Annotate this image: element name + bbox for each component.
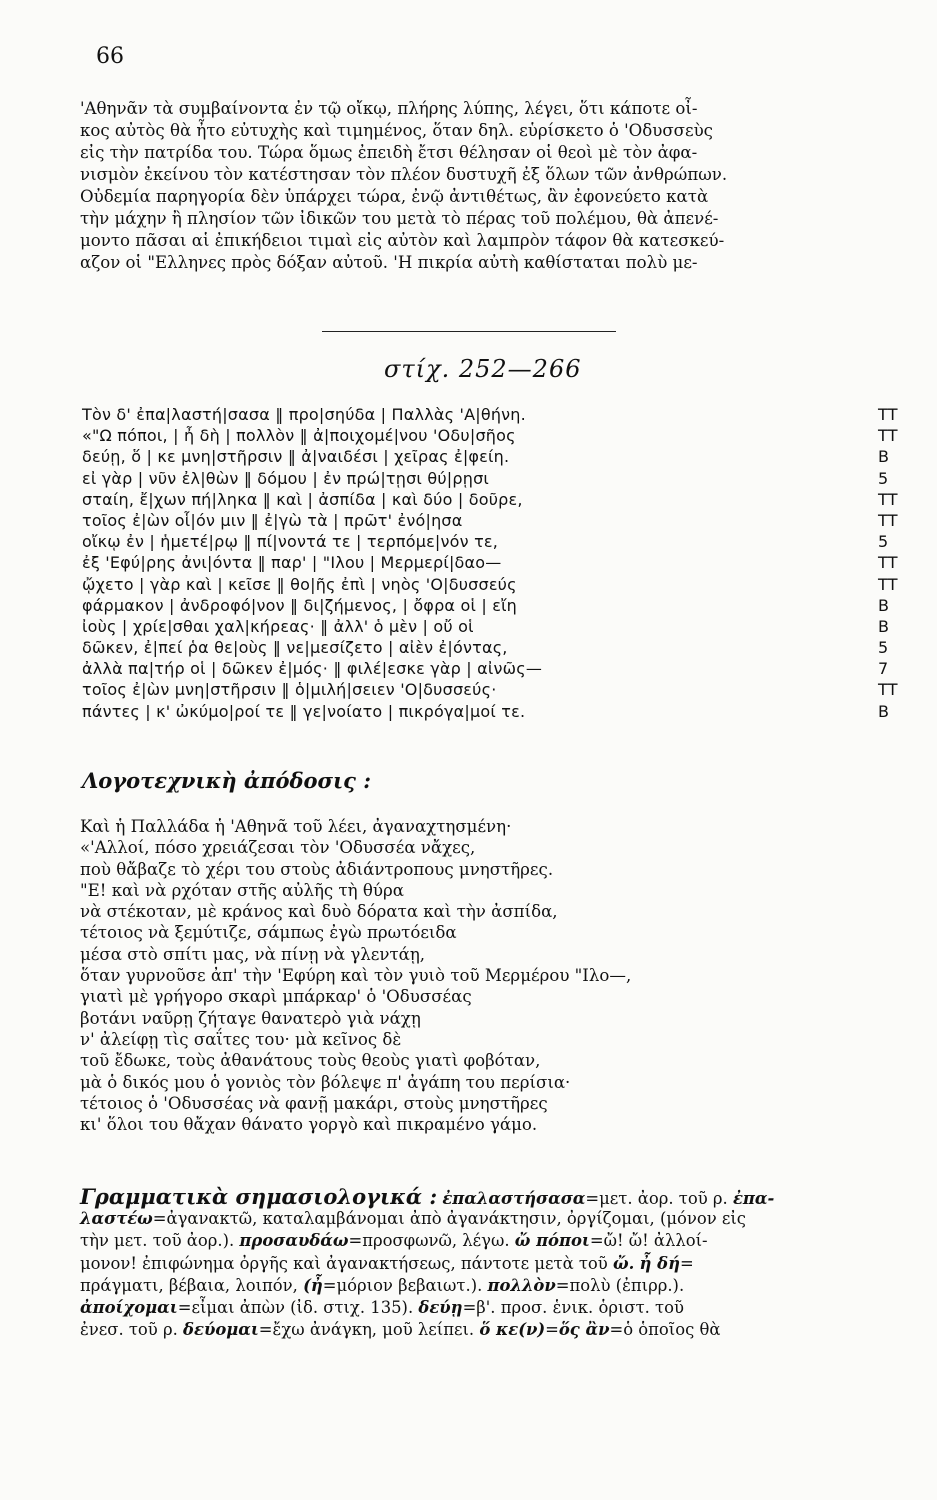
verse-meter: ΤΤ [878, 489, 898, 509]
translation-line: νὰ στέκοταν, μὲ κράνος καὶ δυὸ δόρατα καὶ τὴν ἀσπίδα, [80, 902, 558, 922]
grammar-term: πολλὸν [487, 1275, 556, 1295]
verse-text: τοῖος ἐ|ὼν μνη|στῆρσιν ‖ ὁ|μιλή|σειεν 'Ο|δυσσεύς· [82, 680, 497, 700]
prose-line: αζον οἱ "Ελληνες πρὸς δόξαν αὐτοῦ. 'Η πικρία αὐτὴ καθίσταται πολὺ με- [80, 253, 698, 272]
grammar-text: =μόριον βεβαιωτ.). [322, 1275, 483, 1295]
translation-line: κι' ὅλοι του θἄχαν θάνατο γοργὸ καὶ πικραμένο γάμο. [80, 1115, 538, 1135]
grammar-text: =εἶμαι ἀπὼν (ἰδ. στιχ. 135). [177, 1297, 414, 1317]
grammar-text: ἐνεσ. τοῦ ρ. [80, 1320, 178, 1340]
translation-line: ὅταν γυρνοῦσε ἀπ' τὴν 'Εφύρη καὶ τὸν γυιὸ τοῦ Μερμέρου "Ιλο—, [80, 966, 632, 986]
verse-meter: ΤΤ [878, 405, 898, 424]
grammar-line [80, 1275, 910, 1297]
grammar-text: = [545, 1320, 559, 1340]
section-divider [322, 331, 616, 332]
translation-line: τοῦ ἔδωκε, τοὺς ἀθανάτους τοὺς θεοὺς γιατὶ φοβόταν, [80, 1051, 541, 1071]
grammar-line [80, 1253, 910, 1275]
grammar-term: ὤ. [613, 1253, 635, 1273]
prose-paragraph [80, 98, 906, 274]
page-number: 66 [96, 44, 124, 69]
verse-line [82, 510, 918, 531]
prose-line: μοντο πᾶσαι αἱ ἐπικήδειοι τιμαὶ εἰς αὐτὸν καὶ λαμπρὸν τάφον θὰ κατεσκεύ- [80, 231, 725, 250]
grammar-term: δεύῃ [418, 1297, 463, 1317]
prose-line: κος αὐτὸς θὰ ἦτο εὐτυχὴς καὶ τιμημένος, ὅταν δηλ. εὑρίσκετο ὁ 'Οδυσσεὺς [80, 121, 713, 140]
verse-text: ἀλλὰ πα|τήρ οἱ | δῶκεν ἐ|μός· ‖ φιλέ|εσκε γὰρ | αἰνῶς— [82, 659, 543, 679]
translation-line: τέτοιος νὰ ξεμύτιζε, σάμπως ἐγὼ πρωτόειδα [80, 923, 457, 943]
grammar-term: ὅ κε(ν) [479, 1320, 546, 1340]
verse-line [82, 595, 918, 616]
verse-text: σταίη, ἔ|χων πή|ληκα ‖ καὶ | ἀσπίδα | καὶ δύο | δοῦρε, [82, 489, 523, 509]
verse-line [82, 701, 918, 722]
grammar-line [80, 1319, 910, 1341]
translation-line: ποὺ θἄβαζε τὸ χέρι του στοὺς ἀδιάντροπους μνηστῆρες. [80, 859, 554, 879]
verse-line [82, 425, 918, 446]
translation-line: μέσα στὸ σπίτι μας, νὰ πίνῃ νὰ γλεντάῃ, [80, 944, 426, 964]
grammar-line [80, 1208, 910, 1230]
grammar-text: μονον! ἐπιφώνημα ὀργῆς καὶ ἀγανακτήσεως, πάντοτε μετὰ τοῦ [80, 1253, 608, 1273]
verse-line [82, 404, 918, 425]
prose-line: νισμὸν ἐκείνου τὸν κατέστησαν τὸν πλέον δυστυχῆ ἐξ ὅλων τῶν ἀνθρώπων. [80, 165, 728, 184]
verse-line [82, 679, 918, 700]
grammar-text: =μετ. ἀορ. τοῦ ρ. [585, 1189, 728, 1208]
grammar-line [80, 1186, 910, 1208]
verse-text: ᾤχετο | γὰρ καὶ | κεῖσε ‖ θο|ῆς ἐπὶ | νηὸς 'Ο|δυσσεύς [82, 574, 517, 594]
verse-line [82, 552, 918, 573]
translation-line: ν' ἀλείφῃ τὶς σαΐτες του· μὰ κεῖνος δὲ [80, 1029, 402, 1049]
grammar-text: =πολὺ (ἐπιρρ.). [555, 1275, 685, 1295]
verse-meter: 7 [878, 659, 889, 679]
prose-line: τὴν μάχην ἢ πλησίον τῶν ἰδικῶν του μετὰ τὸ πέρας τοῦ πολέμου, θὰ ἀπενέ- [80, 209, 719, 228]
translation-block [80, 816, 906, 1135]
verse-line [82, 658, 918, 679]
grammar-term: δεύομαι [183, 1320, 259, 1340]
verse-line [82, 489, 918, 510]
prose-line: εἰς τὴν πατρίδα του. Τώρα ὅμως ἐπειδὴ ἔτσι θέλησαν οἱ θεοὶ μὲ τὸν ἀφα- [80, 143, 698, 162]
grammar-text: =προσφωνῶ, λέγω. [348, 1231, 510, 1251]
verse-meter: 5 [878, 638, 889, 658]
grammar-term: ἦ δή [639, 1253, 681, 1273]
verse-meter: ΤΤ [878, 426, 898, 446]
verse-meter: ΤΤ [878, 680, 898, 700]
grammar-term: (ἦ [303, 1275, 323, 1295]
translation-line: Καὶ ἡ Παλλάδα ἡ 'Αθηνᾶ τοῦ λέει, ἀγαναχτησμένη· [80, 817, 512, 836]
verse-text: Τὸν δ' ἐπα|λαστή|σασα ‖ προ|σηύδα | Παλλὰς 'Α|θήνη. [82, 405, 526, 424]
verse-meter: ΤΤ [878, 574, 898, 594]
verse-meter: Β [878, 447, 889, 467]
verse-line [82, 468, 918, 489]
grammar-line [80, 1230, 910, 1252]
grammar-term: προσαυδάω [239, 1231, 349, 1251]
translation-line: "Ε! καὶ νὰ ρχόταν στῆς αὐλῆς τὴ θύρα [80, 880, 404, 900]
verse-text: εἰ γὰρ | νῦν ἐλ|θὼν ‖ δόμου | ἐν πρώ|τῃσι θύ|ρῃσι [82, 468, 490, 488]
grammar-text: =ὤ! ὤ! ἀλλοί- [589, 1231, 708, 1251]
verse-text: πάντες | κ' ὠκύμο|ροί τε ‖ γε|νοίατο | πικρόγα|μοί τε. [82, 701, 526, 721]
verse-meter: ΤΤ [878, 553, 898, 573]
verse-line [82, 531, 918, 552]
verse-text: ἰοὺς | χρίε|σθαι χαλ|κήρεας· ‖ ἀλλ' ὁ μὲν | οὔ οἱ [82, 616, 474, 636]
verse-reference: στίχ. 252—266 [384, 355, 582, 383]
grammar-term: ἐπαλαστήσασα [442, 1189, 586, 1208]
prose-line: 'Αθηνᾶν τὰ συμβαίνοντα ἐν τῷ οἴκῳ, πλήρης λύπης, λέγει, ὅτι κάποτε οἶ- [80, 99, 698, 118]
translation-line: γιατὶ μὲ γρήγορο σκαρὶ μπάρκαρ' ὁ 'Οδυσσέας [80, 987, 472, 1007]
translation-line: «'Αλλοί, πόσο χρειάζεσαι τὸν 'Οδυσσέα νἄχες, [80, 838, 476, 858]
grammar-line [80, 1297, 910, 1319]
verse-text: φάρμακον | ἀνδροφό|νον ‖ δι|ζήμενος, | ὄφρα οἱ | εἴη [82, 595, 518, 615]
verse-line [82, 637, 918, 658]
grammar-term: ὤ πόποι [514, 1231, 590, 1251]
verse-line [82, 616, 918, 637]
verse-line [82, 446, 918, 467]
verse-text: τοῖος ἐ|ὼν οἷ|όν μιν ‖ ἐ|γὼ τὰ | πρῶτ' ἐνό|ησα [82, 510, 463, 530]
grammar-term: ἀποίχομαι [80, 1297, 178, 1317]
verse-meter: 5 [878, 468, 889, 488]
verse-meter: Β [878, 595, 889, 615]
prose-line: Οὐδεμία παρηγορία δὲν ὑπάρχει τώρα, ἐνῷ ἀντιθέτως, ἂν ἐφονεύετο κατὰ [80, 187, 709, 206]
grammar-text: = [680, 1253, 694, 1273]
grammar-heading: Γραμματικὰ σημασιολογικά : [80, 1184, 438, 1209]
verse-text: οἴκῳ ἐν | ἡμετέ|ρῳ ‖ πί|νοντά τε | τερπόμε|νόν τε, [82, 532, 499, 552]
verse-line [82, 574, 918, 595]
grammar-text: πράγματι, βέβαια, λοιπόν, [80, 1275, 298, 1295]
literary-translation-heading: Λογοτεχνικὴ ἀπόδοσις : [82, 768, 371, 793]
verse-text: ἐξ 'Εφύ|ρης ἀνι|όντα ‖ παρ' | "Ιλου | Μερμερί|δαο— [82, 553, 502, 573]
grammar-text: =ὁ ὁποῖος θὰ [609, 1320, 721, 1340]
verse-text: δεύῃ, ὅ | κε μνη|στῆρσιν ‖ ἀ|ναιδέσι | χεῖρας ἐ|φείη. [82, 447, 510, 467]
translation-line: βοτάνι ναῦρῃ ζήταγε θανατερὸ γιὰ νάχῃ [80, 1008, 421, 1028]
grammar-text: =β'. προσ. ἑνικ. ὁριστ. τοῦ [462, 1297, 684, 1317]
verse-meter: Β [878, 616, 889, 636]
grammar-text: τὴν μετ. τοῦ ἀορ.). [80, 1231, 235, 1251]
verse-meter: 5 [878, 532, 889, 552]
verse-meter: ΤΤ [878, 510, 898, 530]
verse-meter: Β [878, 701, 889, 721]
grammar-term: λαστέω [80, 1209, 153, 1229]
translation-line: μὰ ὁ δικός μου ὁ γονιὸς τὸν βόλεψε π' ἀγάπη του περίσια· [80, 1072, 571, 1092]
grammar-text: =ἀγανακτῶ, καταλαμβάνομαι ἀπὸ ἀγανάκτησιν, ὀργίζομαι, (μόνον εἰς [152, 1209, 746, 1229]
grammar-notes [80, 1186, 910, 1341]
translation-line: τέτοιος ὁ 'Οδυσσέας νὰ φανῇ μακάρι, στοὺς μνηστῆρες [80, 1093, 548, 1113]
verse-block [82, 404, 918, 722]
grammar-text: =ἔχω ἀνάγκη, μοῦ λείπει. [258, 1320, 475, 1340]
grammar-term: ἐπα- [732, 1189, 775, 1208]
verse-text: δῶκεν, ἐ|πεί ῥα θε|οὺς ‖ νε|μεσίζετο | αἰὲν ἐ|όντας, [82, 638, 508, 658]
grammar-term: ὅς ἂν [558, 1320, 610, 1340]
verse-text: «"Ω πόποι, | ἦ δὴ | πολλὸν ‖ ἀ|ποιχομέ|νου 'Οδυ|σῆος [82, 426, 516, 446]
